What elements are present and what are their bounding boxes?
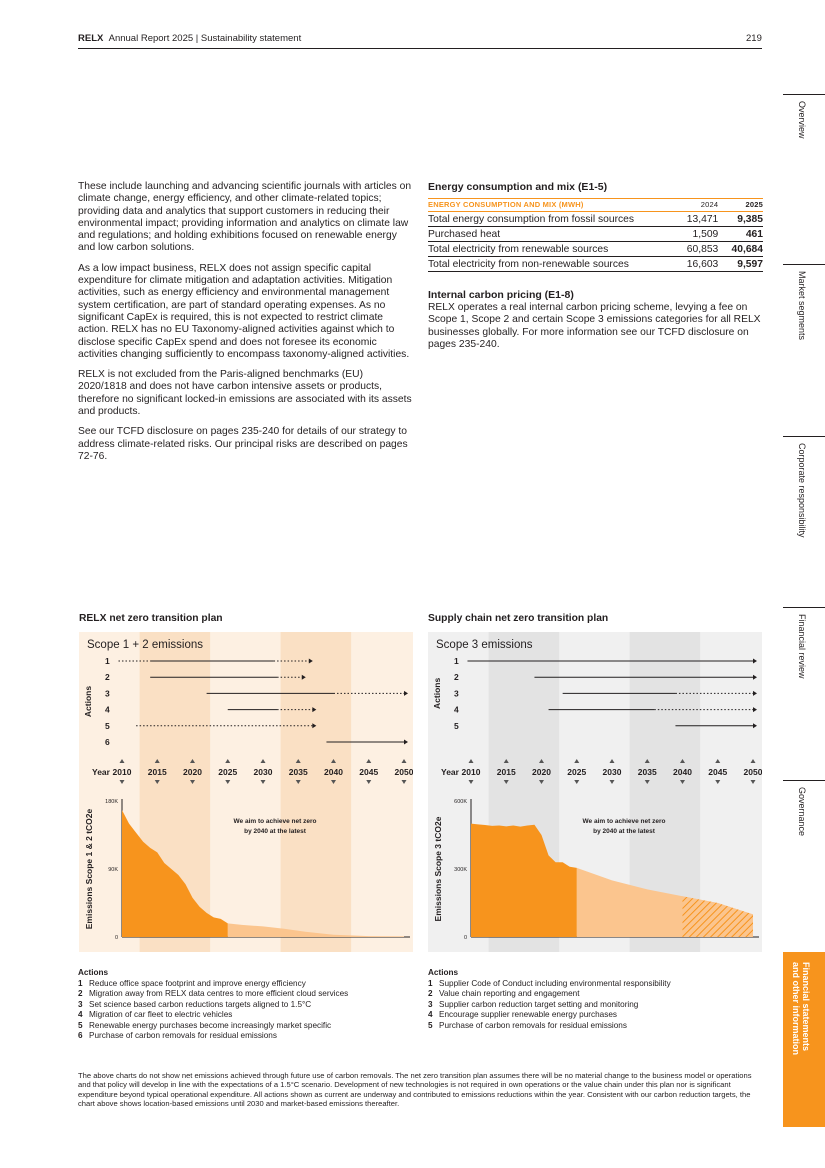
year-tick-label: 2020 (183, 767, 202, 777)
year-tick-label: 2015 (496, 767, 516, 777)
col-header: ENERGY CONSUMPTION AND MIX (MWH) (428, 199, 674, 212)
list-item: 5 Purchase of carbon removals for residual emissions (428, 1020, 627, 1030)
year-tick-label: 2010 (461, 767, 481, 777)
year-tick-label: 2020 (532, 767, 551, 777)
list-item: 2 Migration away from RELX data centres to more efficient cloud services (78, 989, 349, 998)
year-axis-label: Year (441, 767, 459, 777)
net-zero-annotation: We aim to achieve net zero (582, 818, 666, 825)
tab-financial-review[interactable] (783, 607, 825, 778)
actions-heading: Actions (428, 968, 459, 977)
chart-subtitle: Scope 3 emissions (436, 639, 533, 651)
chart-band (281, 632, 352, 952)
year-tick-label: 2015 (147, 767, 167, 777)
list-item: 5 Renewable energy purchases become increasingly market specific (78, 1020, 332, 1030)
row-label: Total electricity from non-renewable sources (428, 257, 674, 272)
table-row (428, 227, 763, 242)
year-axis-label: Year (92, 767, 110, 777)
row-label: Total energy consumption from fossil sources (428, 212, 674, 227)
list-item: 1 Supplier Code of Conduct including environmental responsibility (428, 978, 671, 988)
list-item: 1 Reduce office space footprint and improve energy efficiency (78, 978, 306, 988)
tab-governance[interactable] (783, 780, 825, 951)
year-tick-label: 2045 (359, 767, 379, 777)
value-2025: 461 (718, 227, 763, 242)
chart-title-left: RELX net zero transition plan (79, 613, 223, 624)
tab-label: Corporate responsibility (797, 443, 807, 538)
row-label: Total electricity from renewable sources (428, 242, 674, 257)
carbon-pricing-text: RELX operates a real internal carbon pricing scheme, levying a fee on Scope 1, Scope 2 and certain Scope 3 emissions categories for all RELX businesses globally. For more information see our TCFD disclosure on pages 235-240. (428, 302, 761, 350)
actions-legend-left (78, 968, 418, 1042)
action-row-number: 6 (105, 737, 110, 747)
list-item: 4 Encourage supplier renewable energy purchases (428, 1010, 617, 1019)
page-header (78, 33, 301, 44)
page-number: 219 (746, 33, 762, 44)
energy-heading: Energy consumption and mix (E1-5) (428, 181, 608, 193)
action-row-number: 2 (105, 672, 110, 683)
emissions-axis-label: Emissions Scope 1 & 2 tCO2e (84, 808, 94, 930)
list-item: 3 Set science based carbon reductions targets aligned to 1.5°C (78, 999, 312, 1009)
table-row (428, 257, 763, 272)
list-item: 3 Supplier carbon reduction target setting and monitoring (428, 999, 639, 1009)
y-tick-label: 90K (108, 867, 118, 873)
year-tick-label: 2045 (708, 767, 728, 777)
year-tick-label: 2040 (673, 767, 692, 777)
brand-name: RELX (78, 33, 104, 44)
value-2024: 60,853 (674, 242, 719, 257)
scope3-chart (428, 632, 762, 952)
value-2025: 9,385 (718, 212, 763, 227)
chart-title-right: Supply chain net zero transition plan (428, 613, 609, 624)
y-tick-label: 180K (105, 799, 118, 805)
table-row (428, 242, 763, 257)
paragraph: See our TCFD disclosure on pages 235-240 for details of our strategy to address climate-related risks. Our principal risks are described on pages 72-76. (78, 426, 408, 462)
year-tick-label: 2050 (394, 767, 413, 777)
y-tick-label: 0 (463, 935, 467, 941)
tab-label: Market segments (797, 271, 807, 341)
action-row-number: 4 (105, 704, 110, 715)
year-tick-label: 2030 (602, 767, 622, 777)
year-tick-label: 2010 (112, 767, 132, 777)
year-tick-label: 2050 (743, 767, 762, 777)
action-row-number: 1 (454, 656, 459, 666)
row-label: Purchased heat (428, 227, 674, 242)
section-tabs (783, 0, 825, 1168)
tab-overview[interactable] (783, 94, 825, 260)
y-tick-label: 600K (454, 799, 467, 805)
header-divider (78, 48, 762, 49)
col-year-2024: 2024 (674, 199, 719, 212)
year-tick-label: 2035 (288, 767, 308, 777)
paragraph: RELX is not excluded from the Paris-aligned benchmarks (EU) 2020/1818 and does not have carbon intensive assets or products, therefore no significant locked-in emissions are associated with its assets and products. (78, 369, 412, 418)
y-tick-label: 300K (454, 867, 467, 873)
action-row-number: 3 (454, 688, 459, 699)
value-2024: 13,471 (674, 212, 719, 227)
energy-section (428, 181, 763, 351)
tab-label: Financial review (797, 614, 807, 679)
net-zero-annotation: by 2040 at the latest (244, 828, 306, 835)
tab-label: Governance (797, 787, 807, 837)
list-item: 2 Value chain reporting and engagement (428, 989, 580, 998)
year-tick-label: 2035 (637, 767, 657, 777)
list-item: 4 Migration of car fleet to electric vehicles (78, 1010, 233, 1019)
net-zero-annotation: We aim to achieve net zero (233, 818, 317, 825)
tab-label: Overview (797, 101, 807, 139)
table-header-row (428, 199, 763, 212)
year-tick-label: 2040 (324, 767, 343, 777)
actions-axis-label: Actions (432, 677, 442, 709)
col-year-2025: 2025 (718, 199, 763, 212)
table-row (428, 212, 763, 227)
net-zero-annotation: by 2040 at the latest (593, 828, 655, 835)
year-tick-label: 2030 (253, 767, 273, 777)
tab-market-segments[interactable] (783, 264, 825, 435)
actions-axis-label: Actions (83, 685, 93, 718)
action-row-number: 1 (105, 656, 110, 666)
action-row-number: 5 (105, 720, 110, 731)
actions-heading: Actions (78, 968, 109, 977)
left-text-column (78, 181, 413, 471)
tab-label: Financial statements and other information (791, 962, 811, 1055)
carbon-pricing-heading: Internal carbon pricing (E1-8) (428, 289, 574, 301)
paragraph: These include launching and advancing scientific journals with articles on climate change, energy efficiency, and other climate-related topics; providing data and analytics that support customers in reducing their environmental impact; providing information and analytics on climate law and regulations; and holding exhibitions focused on renewable energy and low carbon solutions. (78, 181, 412, 254)
year-tick-label: 2025 (567, 767, 587, 777)
actions-legend-right (428, 968, 768, 1031)
value-2024: 16,603 (674, 257, 719, 272)
tab-financial-statements[interactable] (783, 952, 825, 1127)
action-row-number: 4 (454, 704, 459, 715)
scope12-chart (79, 632, 413, 952)
energy-table (428, 198, 763, 272)
value-2024: 1,509 (674, 227, 719, 242)
header-title: Annual Report 2025 | Sustainability statement (108, 33, 302, 44)
footnote: The above charts do not show net emissions achieved through future use of carbon removals. The net zero transition plan assumes there will be no material change to the business model or operations and that policy will develop in line with the expectations of a 1.5°C scenario. Development of new technologies is not required in own operations or the value chain under this plan nor is significant expenditure beyond typical operational expenditure. All actions shown as current are underway and contributed to emissions reductions within the year. Consistent with our carbon reduction targets, the chart above shows location-based emissions until 2030 and market-based emissions thereafter. (78, 1071, 752, 1108)
tab-corporate-responsibility[interactable] (783, 436, 825, 605)
value-2025: 40,684 (718, 242, 763, 257)
action-row-number: 3 (105, 688, 110, 699)
paragraph: As a low impact business, RELX does not assign specific capital expenditure for climate mitigation and adaptation activities. Mitigation activities, such as energy efficiency and environmental management system certification, are part of standard operating expenses. As no significant CapEx is required, this is not expected to restrict climate action. RELX has no EU Taxonomy-aligned activities against which to disclose specific CapEx spend and does not foresee its economic activities changing sufficiently to encompass taxonomy-aligned activities. (78, 262, 410, 360)
action-row-number: 2 (454, 672, 459, 683)
emissions-axis-label: Emissions Scope 3 tCO2e (433, 816, 443, 922)
action-row-number: 5 (454, 720, 459, 731)
year-tick-label: 2025 (218, 767, 238, 777)
list-item: 6 Purchase of carbon removals for residual emissions (78, 1031, 277, 1040)
value-2025: 9,597 (718, 257, 763, 272)
chart-subtitle: Scope 1 + 2 emissions (87, 639, 204, 651)
y-tick-label: 0 (114, 935, 118, 941)
